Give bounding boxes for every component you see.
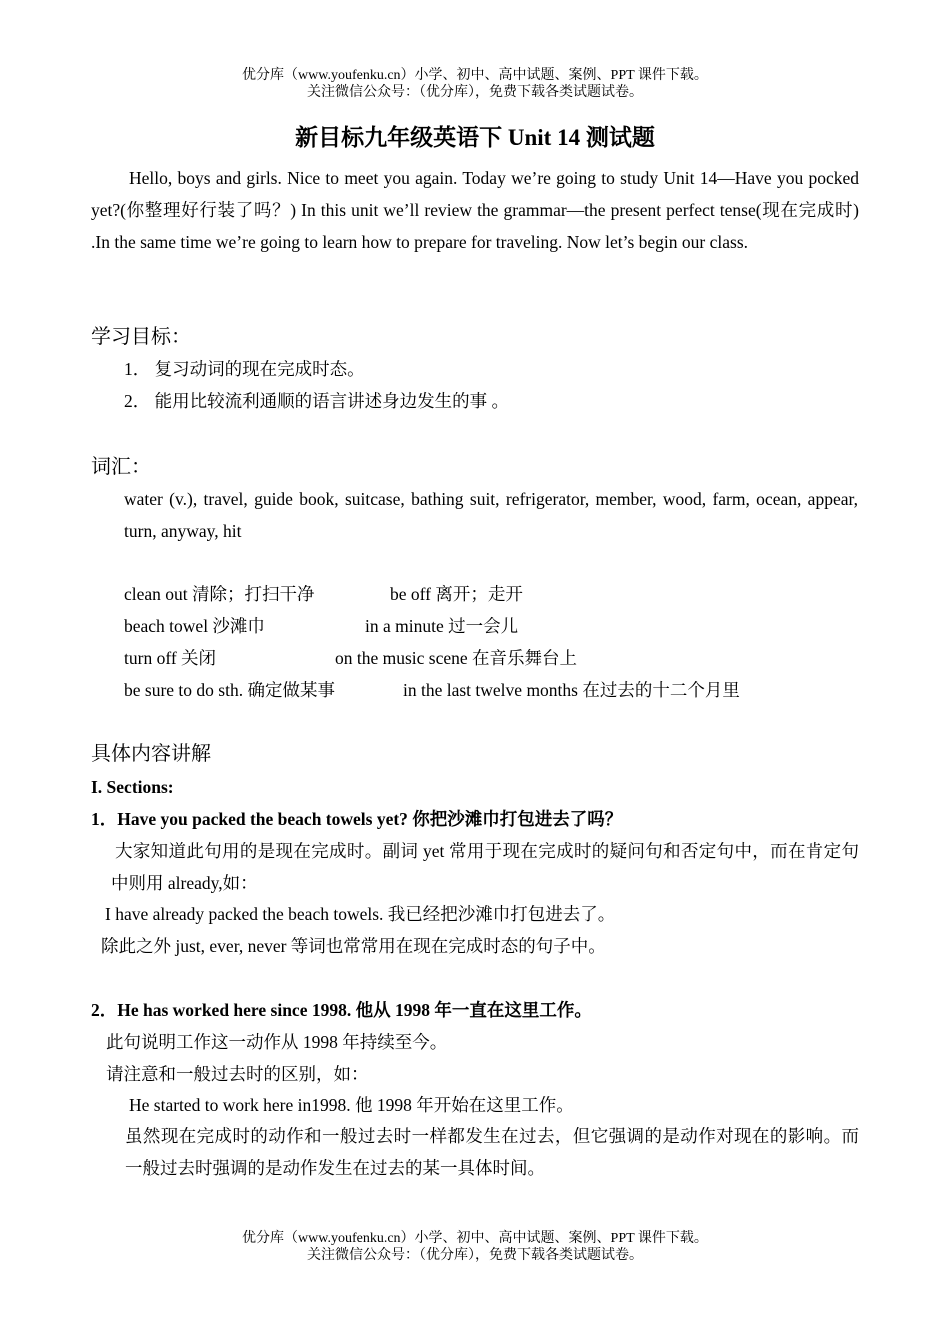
phrase-row-1 (124, 582, 523, 606)
phrase-left: beach towel 沙滩巾 (124, 616, 265, 636)
phrase-row-4 (124, 678, 740, 702)
item-1-note: 除此之外 just, ever, never 等词也常常用在现在完成时态的句子中。 (101, 936, 606, 956)
objective-item-2: 2． 能用比较流利通顺的语言讲述身边发生的事 。 (124, 391, 509, 411)
footer-line-1: 优分库（www.youfenku.cn）小学、初中、高中试题、案例、PPT 课件下载。 (242, 1231, 708, 1246)
page-header (0, 67, 950, 101)
item-2-title: 2．He has worked here since 1998. 他从 1998 年一直在这里工作。 (91, 1000, 592, 1020)
section-title: I. Sections: (91, 777, 174, 797)
item-2-compare: 请注意和一般过去时的区别，如： (106, 1064, 369, 1084)
phrase-row-2 (124, 614, 519, 638)
objective-item-1: 1． 复习动词的现在完成时态。 (124, 359, 365, 379)
phrase-left: be sure to do sth. 确定做某事 (124, 680, 335, 700)
header-line-1: 优分库（www.youfenku.cn）小学、初中、高中试题、案例、PPT 课件下载。 (242, 68, 708, 83)
phrase-right: on the music scene 在音乐舞台上 (335, 648, 578, 668)
item-1-title: 1．Have you packed the beach towels yet? 你把沙滩巾打包进去了吗？ (91, 809, 623, 829)
phrase-right: in a minute 过一会儿 (365, 616, 519, 636)
phrase-right: be off 离开；走开 (390, 584, 523, 604)
footer-line-2: 关注微信公众号：（优分库），免费下载各类试题试卷。 (307, 1248, 643, 1263)
page-title: 新目标九年级英语下 Unit 14 测试题 (295, 125, 655, 150)
item-1-explanation: 大家知道此句用的是现在完成时。副词 yet 常用于现在完成时的疑问句和否定句中，而在肯定句中则用 already,如： (111, 841, 859, 893)
item-1-example: I have already packed the beach towels. 我已经把沙滩巾打包进去了。 (105, 904, 616, 924)
vocab-heading: 词汇： (91, 456, 151, 478)
vocab-word-list: water (v.), travel, guide book, suitcase, bathing suit, refrigerator, member, wood, farm, ocean, appear, turn, anyway, hit (124, 489, 858, 541)
phrase-left: clean out 清除；打扫干净 (124, 584, 315, 604)
phrase-right: in the last twelve months 在过去的十二个月里 (403, 680, 740, 700)
item-2-explanation: 此句说明工作这一动作从 1998 年持续至今。 (106, 1032, 448, 1052)
objectives-heading: 学习目标： (91, 326, 191, 348)
phrase-left: turn off 关闭 (124, 648, 217, 668)
intro-paragraph: Hello, boys and girls. Nice to meet you again. Today we’re going to study Unit 14—Have you pocked yet?(你整理好行装了吗？) In this unit we’ll review the grammar—the present perfect tense(现在完成时) .In the same time we’re going to learn how to prepare for traveling. Now let’s begin our class. (91, 168, 859, 252)
page-footer (0, 1230, 950, 1264)
item-2-note: 虽然现在完成时的动作和一般过去时一样都发生在过去，但它强调的是动作对现在的影响。而一般过去时强调的是动作发生在过去的某一具体时间。 (125, 1126, 859, 1178)
item-2-example: He started to work here in1998. 他 1998 年开始在这里工作。 (129, 1095, 574, 1115)
header-line-2: 关注微信公众号：（优分库），免费下载各类试题试卷。 (307, 85, 643, 100)
phrase-row-3 (124, 646, 578, 670)
content-heading: 具体内容讲解 (91, 743, 211, 765)
